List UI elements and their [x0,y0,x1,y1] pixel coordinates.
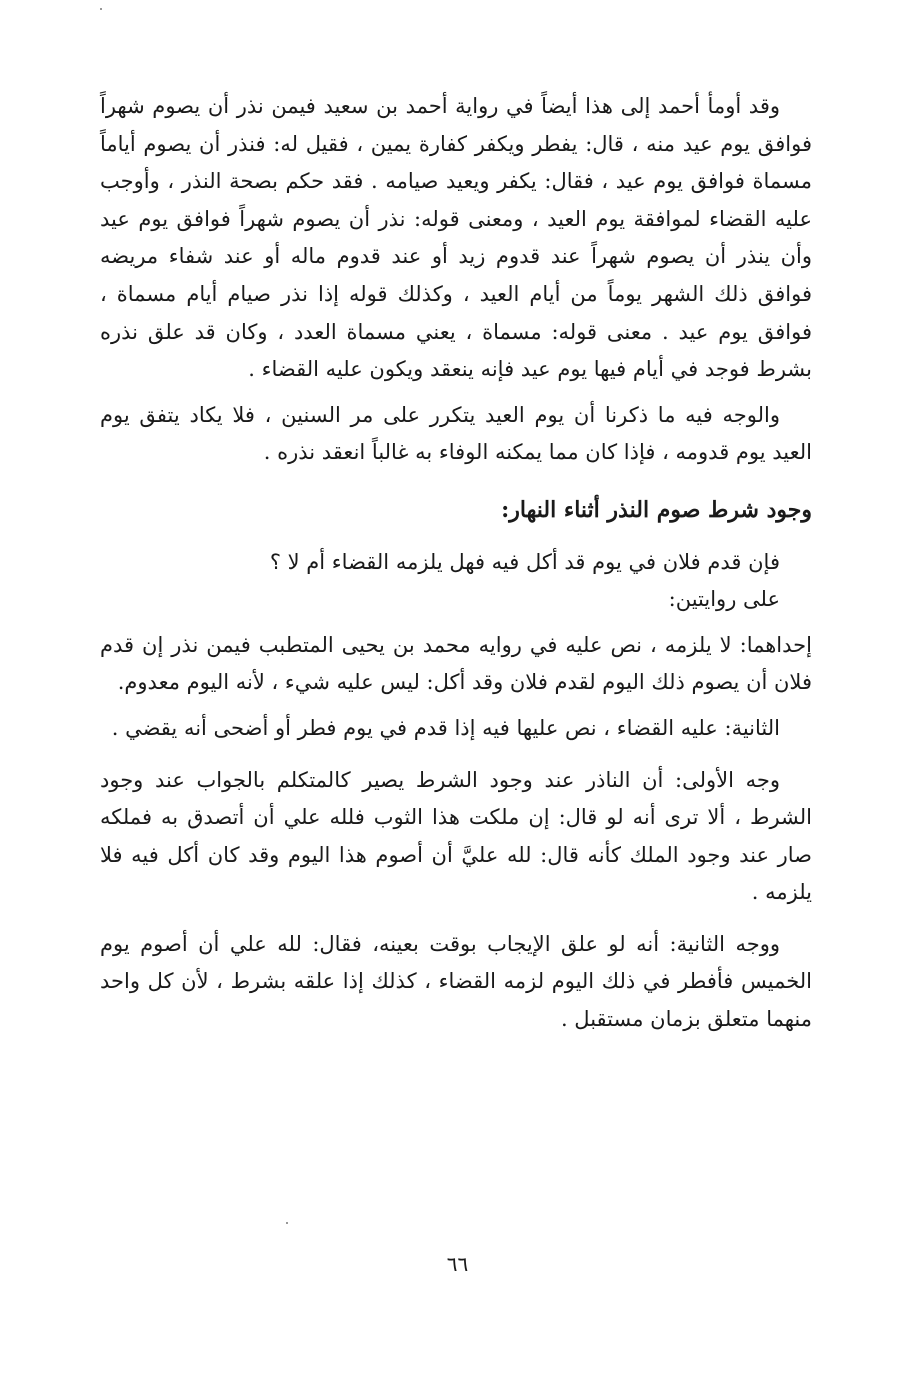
scan-speck [100,8,102,10]
paragraph-1: وقد أومأ أحمد إلى هذا أيضاً في رواية أحمد بن سعيد فيمن نذر أن يصوم شهراً فوافق يوم عيد منه ، قال: يفطر ويكفر كفارة يمين ، فقيل له: فنذر أن يصوم أياماً مسماة فوافق يوم عيد ، فقال: يكفر ويعيد صيامه . فقد حكم بصحة النذر ، وأوجب عليه القضاء لموافقة يوم العيد ، ومعنى قوله: نذر أن يصوم شهراً فوافق يوم عيد وأن ينذر أن يصوم شهراً عند قدوم زيد أو عند قدوم ماله أو عند شفاء مريضه فوافق ذلك الشهر يوماً من أيام العيد ، وكذلك قوله إذا نذر صيام أيام مسماة ، فوافق يوم عيد . معنى قوله: مسماة ، يعني مسماة العدد ، وكان قد علق نذره بشرط فوجد في أيام فيها يوم عيد فإنه ينعقد ويكون عليه القضاء . [100,94,812,382]
question-paragraph: فإن قدم فلان في يوم قد أكل فيه فهل يلزمه القضاء أم لا ؟ [269,549,780,574]
two-narrations-label: على روايتين: [668,587,780,612]
section-heading: وجود شرط صوم النذر أثناء النهار: [501,496,812,523]
second-narration-paragraph: الثانية: عليه القضاء ، نص عليها فيه إذا قدم في يوم فطر أو أضحى أنه يقضي . [111,715,780,740]
page-body [100,88,812,1039]
first-reason-paragraph: وجه الأولى: أن الناذر عند وجود الشرط يصير كالمتكلم بالجواب عند وجود الشرط ، ألا ترى أنه لو قال: إن ملكت هذا الثوب فلله علي أن أتصدق به فملكه صار عند وجود الملك كأنه قال: لله عليَّ أن أصوم هذا اليوم وقد كان أكل فيه فلا يلزمه . [100,767,812,905]
second-reason-paragraph: ووجه الثانية: أنه لو علق الإيجاب بوقت بعينه، فقال: لله علي أن أصوم يوم الخميس فأفطر في ذلك اليوم لزمه القضاء ، كذلك إذا علقه بشرط ، لأن كل واحد منهما متعلق بزمان مستقبل . [100,931,812,1032]
paragraph-2: والوجه فيه ما ذكرنا أن يوم العيد يتكرر على مر السنين ، فلا يكاد يتفق يوم العيد يوم قدومه ، فإذا كان مما يمكنه الوفاء به غالباً انعقد نذره . [100,402,812,465]
scan-speck [286,1222,288,1224]
first-narration-paragraph: إحداهما: لا يلزمه ، نص عليه في روايه محمد بن يحيى المتطبب فيمن نذر إن قدم فلان أن يصوم ذلك اليوم لقدم فلان وقد أكل: ليس عليه شيء ، لأنه اليوم معدوم. [100,632,812,695]
page-number: ٦٦ [446,1252,469,1276]
